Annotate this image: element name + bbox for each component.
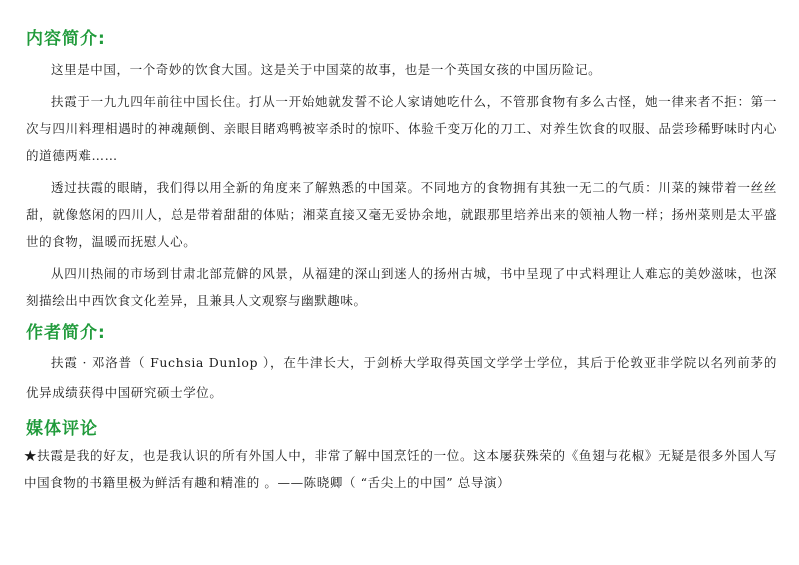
author-paragraph: 扶霞 · 邓洛普（ Fuchsia Dunlop ），在牛津长大，于剑桥大学取得英国文学学士学位，其后于伦敦亚非学院以名列前茅的优异成绩获得中国研究硕士学位。 [26,355,777,400]
media-reviews-heading: 媒体评论 [26,419,98,439]
content-intro-heading: 内容简介: [26,29,106,49]
intro-paragraph-1: 这里是中国，一个奇妙的饮食大国。这是关于中国菜的故事，也是一个英国女孩的中国历险记。 [51,62,602,77]
author-intro-heading: 作者简介: [26,323,106,343]
review-paragraph: ★扶霞是我的好友，也是我认识的所有外国人中，非常了解中国烹饪的一位。这本屡获殊荣的《鱼翅与花椒》无疑是很多外国人写中国食物的书籍里极为鲜活有趣和精准的 。——陈晓卿（ “舌尖上的中国” 总导演） [24,448,777,490]
intro-paragraph-4: 从四川热闹的市场到甘肃北部荒僻的风景，从福建的深山到迷人的扬州古城，书中呈现了中式料理让人难忘的美妙滋味，也深刻描绘出中西饮食文化差异，且兼具人文观察与幽默趣味。 [26,266,777,308]
intro-paragraph-3: 透过扶霞的眼睛，我们得以用全新的角度来了解熟悉的中国菜。不同地方的食物拥有其独一无二的气质：川菜的辣带着一丝丝甜，就像悠闲的四川人，总是带着甜甜的体贴；湘菜直接又毫无妥协余地，就跟那里培养出来的领袖人物一样；扬州菜则是太平盛世的食物，温暖而抚慰人心。 [26,180,777,249]
intro-paragraph-2: 扶霞于一九九四年前往中国长住。打从一开始她就发誓不论人家请她吃什么，不管那食物有多么古怪，她一律来者不拒：第一次与四川料理相遇时的神魂颠倒、亲眼目睹鸡鸭被宰杀时的惊吓、体验千变万化的刀工、对养生饮食的叹服、品尝珍稀野味时内心的道德两难…… [26,94,777,163]
